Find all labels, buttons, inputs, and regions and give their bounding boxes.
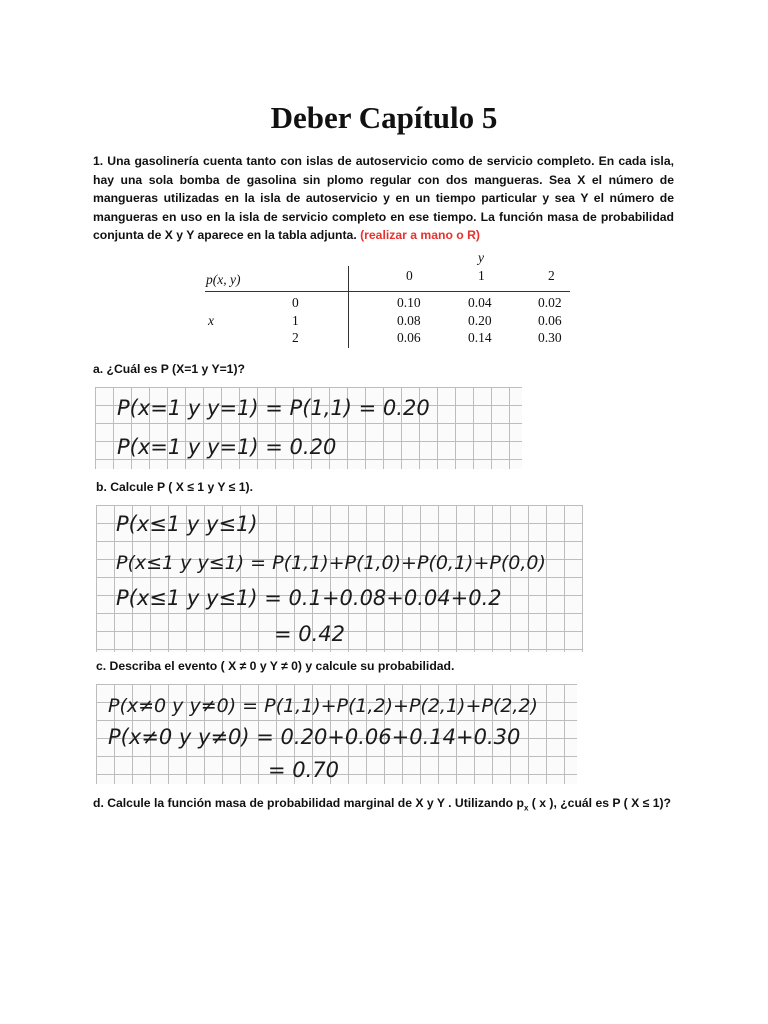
answer-b-line-3: P(x≤1 y y≤1) = 0.1+0.08+0.04+0.2	[116, 586, 502, 610]
problem-statement	[93, 152, 674, 245]
table-row-var: x	[208, 313, 214, 328]
answer-c-line-3: = 0.70	[268, 758, 340, 782]
answer-b-line-2: P(x≤1 y y≤1) = P(1,1)+P(1,0)+P(0,1)+P(0,0)	[116, 552, 546, 574]
table-cell: 0.10	[397, 295, 421, 310]
table-row-header: 1	[292, 313, 299, 328]
answer-c-line-2: P(x≠0 y y≠0) = 0.20+0.06+0.14+0.30	[108, 725, 521, 749]
table-cell: 0.06	[397, 330, 421, 345]
handwritten-answer-b	[96, 505, 583, 652]
joint-probability-table	[200, 250, 570, 350]
table-col-header: 1	[478, 268, 485, 283]
table-cell: 0.04	[468, 295, 492, 310]
question-b: b. Calcule P ( X ≤ 1 y Y ≤ 1).	[96, 480, 253, 494]
table-cell: 0.06	[538, 313, 562, 328]
table-corner-label: p(x, y)	[206, 272, 241, 287]
answer-c-line-1: P(x≠0 y y≠0) = P(1,1)+P(1,2)+P(2,1)+P(2,2)	[108, 695, 538, 717]
answer-a-line-2: P(x=1 y y=1) = 0.20	[117, 435, 337, 459]
handwritten-answer-a	[95, 387, 522, 469]
problem-note: (realizar a mano o R)	[360, 228, 480, 243]
handwritten-answer-c	[96, 684, 577, 784]
table-cell: 0.08	[397, 313, 421, 328]
problem-text: 1. Una gasolinería cuenta tanto con islas de autoservicio como de servicio completo. En cada isla, hay una sola bomba de gasolina sin plomo regular con dos mangueras. Sea X el número de mangueras utilizadas en la isla de autoservicio y en un tiempo particular y sea Y el número de mangueras en uso en la isla de servicio completo en ese tiempo. La función masa de probabilidad conjunta de X y Y aparece en la tabla adjunta.	[93, 154, 674, 243]
question-d-text-end: ( x ), ¿cuál es P ( X ≤ 1)?	[528, 796, 672, 810]
answer-a-line-1: P(x=1 y y=1) = P(1,1) = 0.20	[117, 396, 430, 420]
table-col-var: y	[478, 250, 484, 265]
answer-b-line-4: = 0.42	[274, 622, 346, 646]
table-header-rule	[205, 291, 570, 292]
table-row-header: 0	[292, 295, 299, 310]
question-d	[93, 796, 671, 812]
table-cell: 0.20	[468, 313, 492, 328]
page-title: Deber Capítulo 5	[270, 100, 498, 135]
table-row-header: 2	[292, 330, 299, 345]
table-col-header: 2	[548, 268, 555, 283]
table-cell: 0.02	[538, 295, 562, 310]
question-d-text: d. Calcule la función masa de probabilidad marginal de X y Y . Utilizando p	[93, 796, 524, 810]
question-d-subscript: x	[523, 803, 529, 813]
answer-b-line-1: P(x≤1 y y≤1)	[116, 512, 258, 536]
question-a: a. ¿Cuál es P (X=1 y Y=1)?	[93, 362, 245, 376]
table-column-rule	[348, 266, 349, 348]
table-cell: 0.14	[468, 330, 492, 345]
table-col-header: 0	[406, 268, 413, 283]
question-c: c. Describa el evento ( X ≠ 0 y Y ≠ 0) y calcule su probabilidad.	[96, 659, 455, 673]
table-cell: 0.30	[538, 330, 562, 345]
